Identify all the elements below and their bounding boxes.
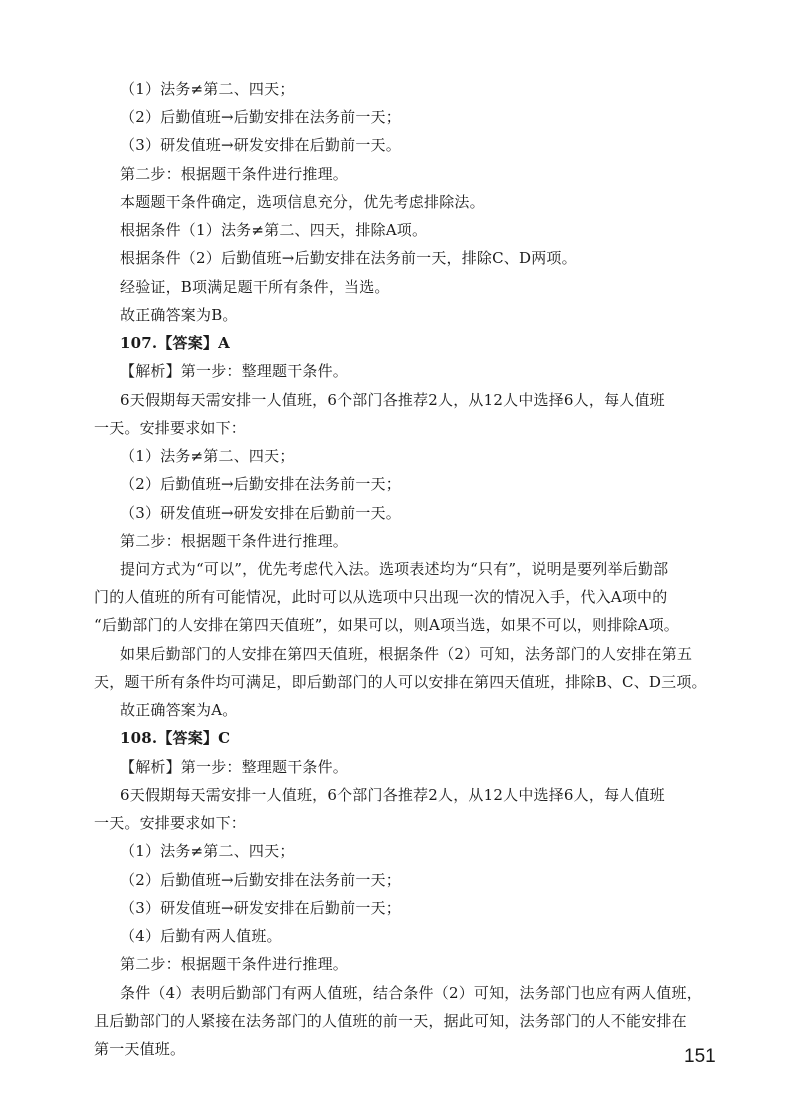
answer-conclusion: 故正确答案为A。 xyxy=(120,701,238,719)
paragraph-line: 提问方式为“可以”，优先考虑代入法。选项表述均为“只有”，说明是要列举后勤部 xyxy=(120,560,669,578)
paragraph-line: （1）法务≠第二、四天； xyxy=(120,80,295,98)
paragraph-line: （2）后勤值班→后勤安排在法务前一天； xyxy=(120,108,401,126)
paragraph-line: （1）法务≠第二、四天； xyxy=(120,842,295,860)
paragraph-line: 一天。安排要求如下： xyxy=(94,419,247,437)
paragraph-line: （3）研发值班→研发安排在后勤前一天。 xyxy=(120,504,401,522)
paragraph-line: （1）法务≠第二、四天； xyxy=(120,447,295,465)
answer-heading: 108.【答案】C xyxy=(120,729,231,747)
paragraph-line: 第一天值班。 xyxy=(94,1040,186,1058)
paragraph-line: （2）后勤值班→后勤安排在法务前一天； xyxy=(120,871,401,889)
paragraph-line: 条件（4）表明后勤部门有两人值班，结合条件（2）可知，法务部门也应有两人值班， xyxy=(120,984,702,1002)
paragraph-line: 6天假期每天需安排一人值班，6个部门各推荐2人，从12人中选择6人，每人值班 xyxy=(120,391,665,409)
page-number: 151 xyxy=(684,1046,716,1067)
answer-conclusion: 故正确答案为B。 xyxy=(120,306,238,324)
answer-heading: 107.【答案】A xyxy=(120,334,230,352)
paragraph-line: 本题题干条件确定，选项信息充分，优先考虑排除法。 xyxy=(120,193,485,211)
paragraph-line: 根据条件（1）法务≠第二、四天，排除A项。 xyxy=(120,221,428,239)
paragraph-line: （3）研发值班→研发安排在后勤前一天。 xyxy=(120,136,401,154)
paragraph-line: （4）后勤有两人值班。 xyxy=(120,927,282,945)
paragraph-line: （3）研发值班→研发安排在后勤前一天； xyxy=(120,899,401,917)
paragraph-line: 一天。安排要求如下： xyxy=(94,814,247,832)
paragraph-line: 经验证，B项满足题干所有条件，当选。 xyxy=(120,278,390,296)
paragraph-line: 6天假期每天需安排一人值班，6个部门各推荐2人，从12人中选择6人，每人值班 xyxy=(120,786,665,804)
paragraph-line: 且后勤部门的人紧接在法务部门的人值班的前一天，据此可知，法务部门的人不能安排在 xyxy=(94,1012,687,1030)
analysis-heading: 【解析】第一步：整理题干条件。 xyxy=(120,362,349,380)
paragraph-line: 门的人值班的所有可能情况，此时可以从选项中只出现一次的情况入手，代入A项中的 xyxy=(94,588,668,606)
paragraph-line: “后勤部门的人安排在第四天值班”，如果可以，则A项当选，如果不可以，则排除A项。 xyxy=(94,616,680,634)
step-heading: 第二步：根据题干条件进行推理。 xyxy=(120,165,349,183)
step-heading: 第二步：根据题干条件进行推理。 xyxy=(120,532,349,550)
paragraph-line: 根据条件（2）后勤值班→后勤安排在法务前一天，排除C、D两项。 xyxy=(120,249,577,267)
analysis-heading: 【解析】第一步：整理题干条件。 xyxy=(120,758,349,776)
paragraph-line: （2）后勤值班→后勤安排在法务前一天； xyxy=(120,475,401,493)
paragraph-line: 如果后勤部门的人安排在第四天值班，根据条件（2）可知，法务部门的人安排在第五 xyxy=(120,645,693,663)
step-heading: 第二步：根据题干条件进行推理。 xyxy=(120,955,349,973)
paragraph-line: 天，题干所有条件均可满足，即后勤部门的人可以安排在第四天值班，排除B、C、D三项。 xyxy=(94,673,707,691)
